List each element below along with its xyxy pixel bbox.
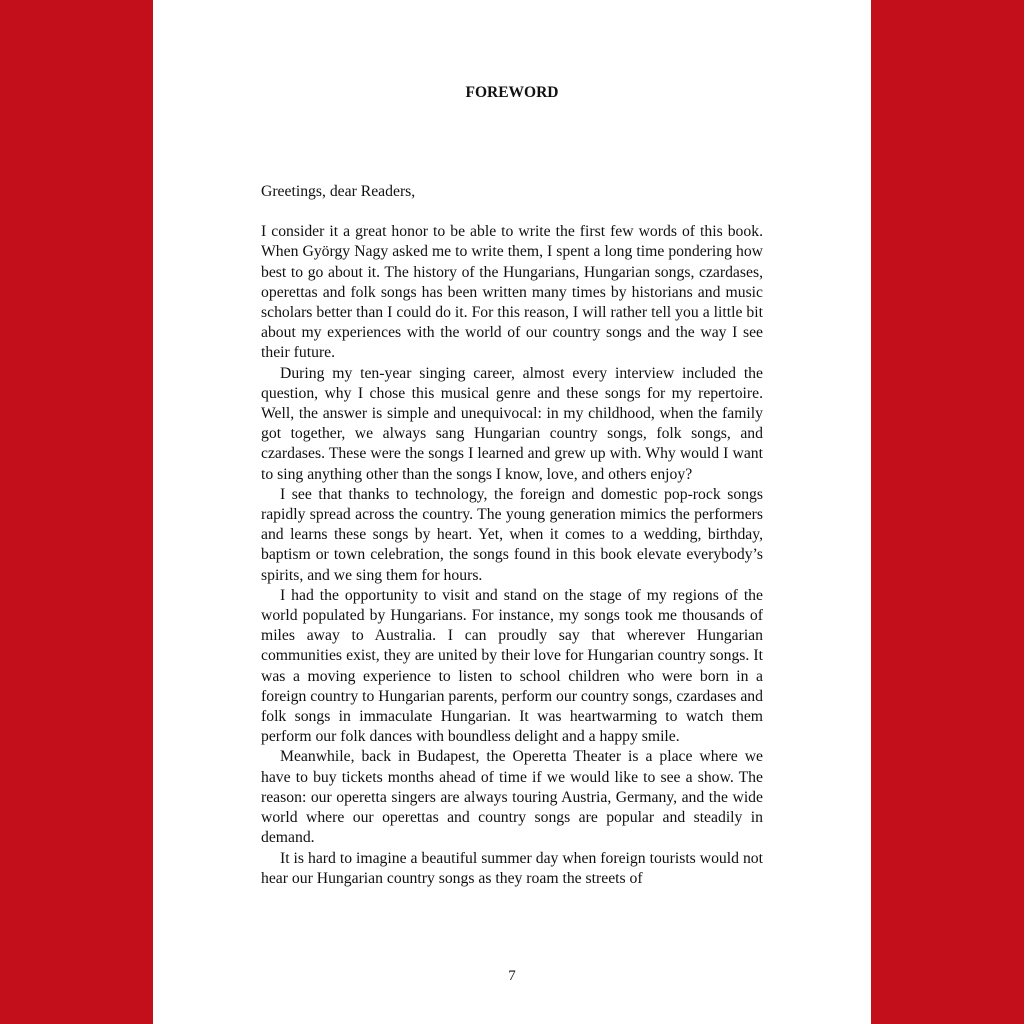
paragraph: I had the opportunity to visit and stand on the stage of my regions of the world populated by Hungarians. For instance, my songs took me thousands of miles away to Australia. I can proudly say that wherever Hungarian communities exist, they are united by their love for Hungarian country songs. It was a moving experience to listen to school children who were born in a foreign country to Hungarian parents, perform our country songs, czardases and folk songs in immaculate Hungarian. It was heartwarming to watch them perform our folk dances with boundless delight and a happy smile. xyxy=(261,586,763,746)
salutation: Greetings, dear Readers, xyxy=(261,183,416,200)
page-number: 7 xyxy=(508,968,516,984)
paragraph: I consider it a great honor to be able to write the first few words of this book. When György Nagy asked me to write them, I spent a long time pondering how best to go about it. The history of the Hungarians, Hungarian songs, czardases, operettas and folk songs has been written many times by historians and music scholars better than I could do it. For this reason, I will rather tell you a little bit about my experiences with the world of our country songs and the way I see their future. xyxy=(261,223,763,362)
paragraph: During my ten-year singing career, almost every interview included the question, why I chose this musical genre and these songs for my repertoire. Well, the answer is simple and unequivocal: in my childhood, when the family got together, we always sang Hungarian country songs, folk songs, and czardases. These were the songs I learned and grew up with. Why would I want to sing anything other than the songs I know, love, and others enjoy? xyxy=(261,364,763,483)
paragraph: It is hard to imagine a beautiful summer day when foreign tourists would not hear our Hungarian country songs as they roam the streets of xyxy=(261,849,763,887)
paragraph: Meanwhile, back in Budapest, the Operetta Theater is a place where we have to buy tickets months ahead of time if we would like to see a show. The reason: our operetta singers are always touring Austria, Germany, and the wide world where our operettas and country songs are popular and steadily in demand. xyxy=(261,748,763,847)
paragraph: I see that thanks to technology, the foreign and domestic pop-rock songs rapidly spread across the country. The young generation mimics the performers and learns these songs by heart. Yet, when it comes to a wedding, birthday, baptism or town celebration, the songs found in this book elevate everybody’s spirits, and we sing them for hours. xyxy=(261,485,763,584)
book-page xyxy=(153,0,871,1024)
page-title: FOREWORD xyxy=(465,84,559,101)
foreword-body xyxy=(261,182,763,889)
